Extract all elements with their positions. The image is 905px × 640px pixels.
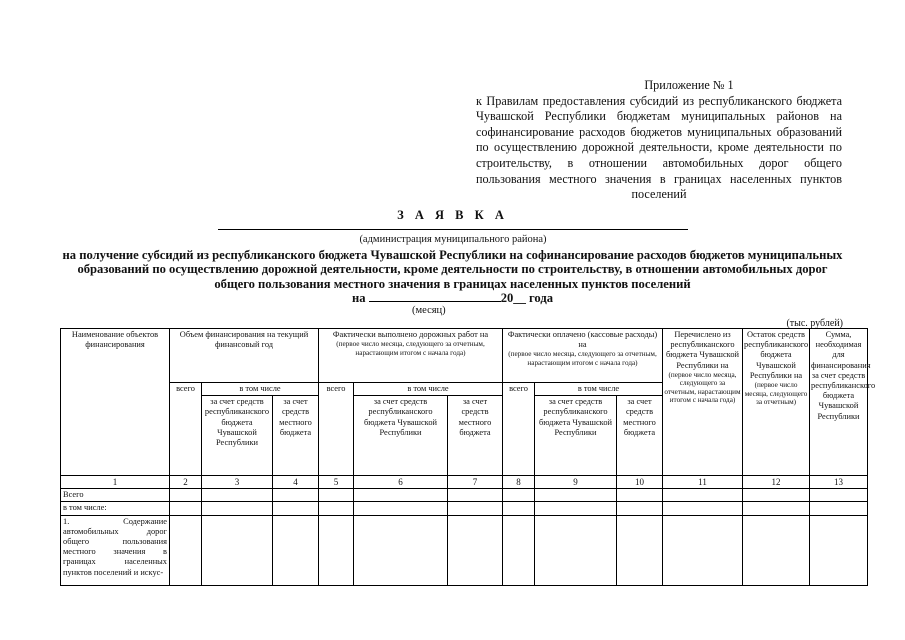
table-cell: [617, 489, 663, 502]
appendix-block: [476, 78, 842, 203]
table-cell: [273, 489, 319, 502]
table-cell: [617, 502, 663, 515]
col-number: 3: [202, 476, 273, 489]
col-number: 8: [503, 476, 535, 489]
table-cell: [273, 515, 319, 585]
header-total-paid: всего: [503, 383, 535, 476]
header-total-done: всего: [319, 383, 354, 476]
header-rep-done: за счет средств республиканского бюджета Чувашской Республики: [354, 396, 448, 476]
table-cell: [319, 489, 354, 502]
header-need: Сумма, необходимая для финансирования за счет средств республиканского бюджета Чувашской Республики: [810, 329, 868, 476]
row-label: в том числе:: [61, 502, 170, 515]
header-name: Наименование объектов финансирования: [61, 329, 170, 476]
table-cell: [448, 502, 503, 515]
header-incl-done: в том числе: [354, 383, 503, 396]
table-cell: [663, 489, 743, 502]
date-year: 20__ года: [500, 291, 554, 305]
col-number: 6: [354, 476, 448, 489]
col-number: 4: [273, 476, 319, 489]
month-blank-line: [369, 291, 501, 302]
header-loc-done: за счет средств местного бюджета: [448, 396, 503, 476]
table-cell: [535, 502, 617, 515]
header-loc-plan: за счет средств местного бюджета: [273, 396, 319, 476]
document-heading: З А Я В К А: [397, 208, 508, 222]
col-number: 10: [617, 476, 663, 489]
table-cell: [535, 489, 617, 502]
table-cell: [810, 502, 868, 515]
header-done-title: Фактически выполнено дорожных работ на: [332, 330, 489, 339]
table-cell: [202, 502, 273, 515]
header-total-plan: всего: [170, 383, 202, 476]
table-cell: [810, 515, 868, 585]
header-rep-plan: за счет средств республиканского бюджета Чувашской Республики: [202, 396, 273, 476]
col-number: 11: [663, 476, 743, 489]
table-cell: [170, 502, 202, 515]
table-cell: [503, 489, 535, 502]
header-plan: Объем финансирования на текущий финансовый год: [170, 329, 319, 383]
units-label: (тыс. рублей): [786, 318, 843, 329]
header-transfer-title: Перечислено из республиканского бюджета Чувашской Республики на: [666, 330, 739, 370]
header-paid-title: Фактически оплачено (кассовые расходы) на: [507, 330, 658, 350]
header-paid: [503, 329, 663, 383]
table-cell: [743, 489, 810, 502]
table-cell: [202, 489, 273, 502]
table-row-total: [61, 489, 868, 502]
row-label: 1. Содержание автомобильных дорог общего пользования местного значения в границах населенных пунктов поселений и искус-: [61, 515, 170, 585]
table-cell: [354, 515, 448, 585]
table-cell: [354, 489, 448, 502]
col-number: 2: [170, 476, 202, 489]
header-transfer-note: (первое число месяца, следующего за отчетным, нарастающим итогом с начала года): [664, 370, 741, 405]
table-cell: [810, 489, 868, 502]
header-loc-paid: за счет средств местного бюджета: [617, 396, 663, 476]
table-cell: [503, 502, 535, 515]
table-cell: [617, 515, 663, 585]
col-number: 12: [743, 476, 810, 489]
header-rest-title: Остаток средств республиканского бюджета Чувашской Республики на: [744, 330, 809, 380]
col-number: 1: [61, 476, 170, 489]
header-rest: [743, 329, 810, 476]
date-line: [0, 291, 905, 306]
administration-caption: (администрация муниципального района): [359, 234, 547, 245]
appendix-title: Приложение № 1: [644, 78, 734, 92]
col-number: 7: [448, 476, 503, 489]
table-cell: [743, 515, 810, 585]
table-cell: [319, 502, 354, 515]
table-cell: [535, 515, 617, 585]
header-rep-paid: за счет средств республиканского бюджета Чувашской Республики: [535, 396, 617, 476]
month-caption: (месяц): [412, 305, 446, 316]
header-done: [319, 329, 503, 383]
header-incl-plan: в том числе: [202, 383, 319, 396]
col-number: 5: [319, 476, 354, 489]
row-label: Всего: [61, 489, 170, 502]
header-paid-note: (первое число месяца, следующего за отчетным, нарастающим итогом с начала года): [508, 350, 657, 367]
table-cell: [663, 515, 743, 585]
administration-blank-line: [218, 229, 688, 230]
table-row-including: [61, 502, 868, 515]
table-cell: [743, 502, 810, 515]
table-cell: [448, 489, 503, 502]
table-cell: [170, 515, 202, 585]
table-cell: [170, 489, 202, 502]
column-numbers-row: [61, 476, 868, 489]
table-cell: [503, 515, 535, 585]
header-transfer: [663, 329, 743, 476]
table-cell: [273, 502, 319, 515]
appendix-text: к Правилам предоставления субсидий из республиканского бюджета Чувашской Республики бюджетам муниципальных районов на софинансирование расходов бюджетов муниципальных образований по осуществлению дорожной деятельности, кроме деятельности по строительству, в отношении автомобильных дорог общего пользования местного значения в границах населенных пунктов поселений: [476, 93, 842, 202]
date-prefix: на: [351, 291, 366, 305]
table-cell: [663, 502, 743, 515]
application-table: [60, 328, 876, 586]
header-done-note: (первое число месяца, следующего за отчетным, нарастающим итогом с начала года): [336, 340, 485, 357]
header-rest-note: (первое число месяца, следующего за отчетным): [744, 381, 808, 407]
application-purpose: на получение субсидий из республиканского бюджета Чувашской Республики на софинансирование расходов бюджетов муниципальных образований по осуществлению дорожной деятельности, кроме деятельности по строительству, в отношении автомобильных дорог общего пользования местного значения в границах населенных пунктов поселений: [62, 248, 843, 291]
table-cell: [202, 515, 273, 585]
table-row-maintenance: [61, 515, 868, 585]
table-cell: [448, 515, 503, 585]
table-cell: [319, 515, 354, 585]
header-incl-paid: в том числе: [535, 383, 663, 396]
col-number: 13: [810, 476, 868, 489]
table-cell: [354, 502, 448, 515]
col-number: 9: [535, 476, 617, 489]
